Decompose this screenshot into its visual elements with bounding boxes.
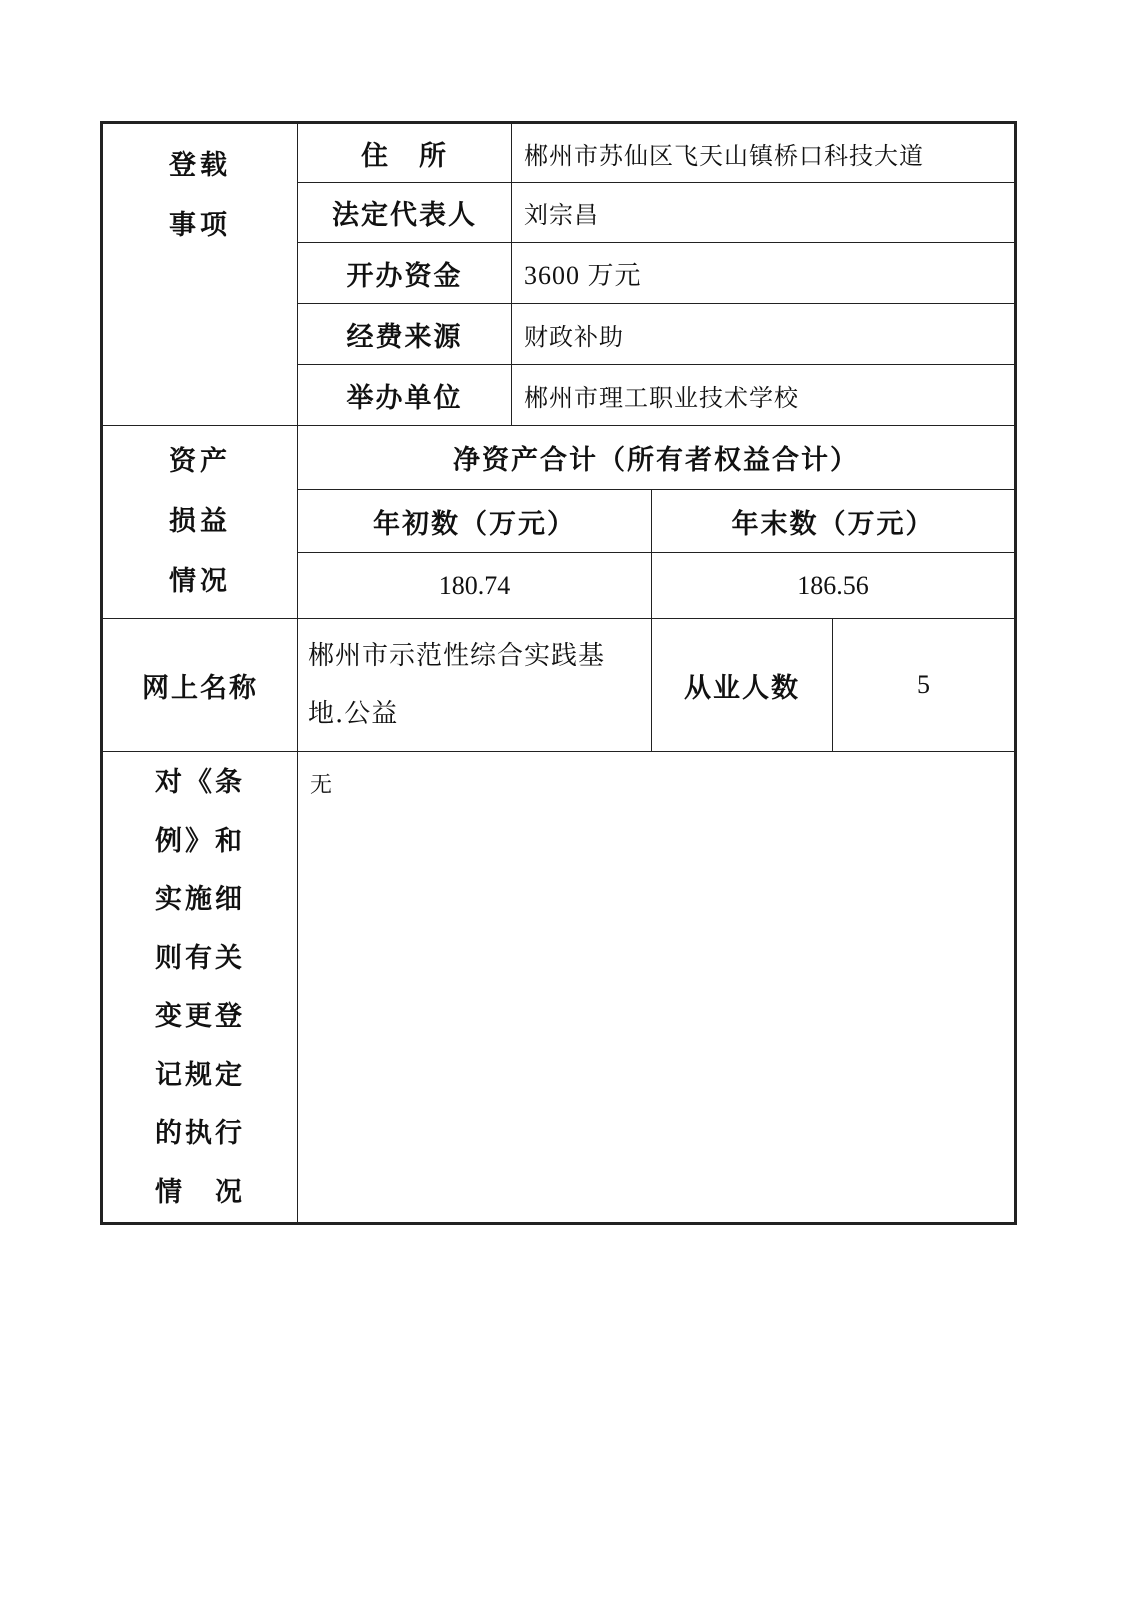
compliance-value: 无 (298, 752, 1016, 1224)
registration-section-label (102, 123, 298, 426)
compliance-label-line4: 则有关 (155, 942, 245, 974)
net-assets-header: 净资产合计（所有者权益合计） (298, 426, 1016, 490)
compliance-label-line5: 变更登 (155, 1001, 245, 1032)
compliance-label-line3: 实施细 (155, 884, 245, 915)
assets-label-line2: 损益 (169, 506, 231, 537)
year-end-value: 186.56 (652, 553, 1016, 619)
online-name-label: 网上名称 (102, 619, 298, 752)
legal-representative-label: 法定代表人 (298, 183, 512, 243)
online-name-line1: 郴州市示范性综合实践基 (308, 641, 606, 671)
compliance-label-line6: 记规定 (155, 1059, 245, 1091)
sponsor-unit-label: 举办单位 (298, 365, 512, 426)
year-start-value: 180.74 (298, 553, 652, 619)
staff-count-label: 从业人数 (652, 619, 833, 752)
online-name-value (298, 619, 652, 752)
registration-form-table (100, 121, 1017, 1225)
compliance-label-line1: 对《条 (155, 767, 245, 798)
compliance-label-line7: 的执行 (155, 1118, 245, 1149)
staff-count-value: 5 (833, 619, 1016, 752)
assets-label-line3: 情况 (169, 566, 231, 597)
compliance-label-line2: 例》和 (155, 825, 245, 857)
registration-label-line2: 事项 (169, 210, 231, 241)
registration-label-line1: 登载 (169, 150, 231, 181)
compliance-label-line8: 情 况 (155, 1176, 245, 1208)
online-name-line2: 地.公益 (308, 699, 399, 729)
funding-source-value: 财政补助 (512, 304, 1016, 365)
compliance-label (102, 752, 298, 1224)
funding-source-label: 经费来源 (298, 304, 512, 365)
legal-representative-value: 刘宗昌 (512, 183, 1016, 243)
assets-section-label (102, 426, 298, 619)
assets-label-line1: 资产 (169, 446, 231, 477)
address-value: 郴州市苏仙区飞天山镇桥口科技大道 (512, 123, 1016, 183)
capital-label: 开办资金 (298, 243, 512, 304)
year-start-label: 年初数（万元） (298, 490, 652, 553)
year-end-label: 年末数（万元） (652, 490, 1016, 553)
capital-value: 3600 万元 (512, 243, 1016, 304)
sponsor-unit-value: 郴州市理工职业技术学校 (512, 365, 1016, 426)
address-label: 住 所 (298, 123, 512, 183)
